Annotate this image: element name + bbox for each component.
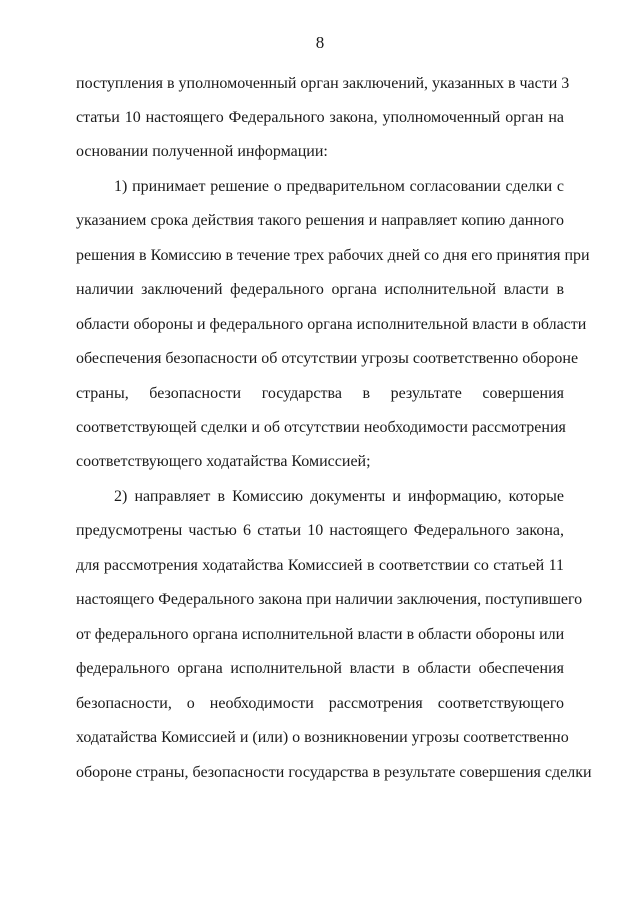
text-line-7: наличии заключений федерального органа исполнительной власти в	[76, 281, 564, 298]
text-line-10: страны, безопасности государства в результате совершения	[76, 385, 564, 402]
text-line-20: ходатайства Комиссией и (или) о возникновении угрозы соответственно	[76, 729, 569, 746]
text-line-1: поступления в уполномоченный орган заключений, указанных в части 3	[76, 75, 570, 92]
text-line-11: соответствующей сделки и об отсутствии необходимости рассмотрения	[76, 419, 566, 436]
text-line-4: 1) принимает решение о предварительном согласовании сделки с	[114, 178, 564, 195]
text-line-21: обороне страны, безопасности государства в результате совершения сделки	[76, 764, 592, 781]
text-line-15: для рассмотрения ходатайства Комиссией в соответствии со статьей 11	[76, 557, 564, 574]
text-line-13: 2) направляет в Комиссию документы и информацию, которые	[114, 488, 564, 505]
text-line-3: основании полученной информации:	[76, 143, 328, 160]
text-line-2: статьи 10 настоящего Федерального закона, уполномоченный орган на	[76, 109, 564, 126]
text-line-18: федерального органа исполнительной власти в области обеспечения	[76, 660, 564, 677]
text-line-12: соответствующего ходатайства Комиссией;	[76, 453, 371, 470]
text-line-5: указанием срока действия такого решения и направляет копию данного	[76, 212, 564, 229]
text-line-16: настоящего Федерального закона при наличии заключения, поступившего	[76, 591, 583, 608]
text-line-14: предусмотрены частью 6 статьи 10 настоящего Федерального закона,	[76, 522, 564, 539]
text-line-9: обеспечения безопасности об отсутствии угрозы соответственно обороне	[76, 350, 579, 367]
text-line-19: безопасности, о необходимости рассмотрения соответствующего	[76, 695, 564, 712]
page-number: 8	[315, 33, 325, 52]
text-line-8: области обороны и федерального органа исполнительной власти в области	[76, 316, 587, 333]
text-line-17: от федерального органа исполнительной власти в области обороны или	[76, 626, 565, 643]
text-line-6: решения в Комиссию в течение трех рабочих дней со дня его принятия при	[76, 247, 590, 264]
